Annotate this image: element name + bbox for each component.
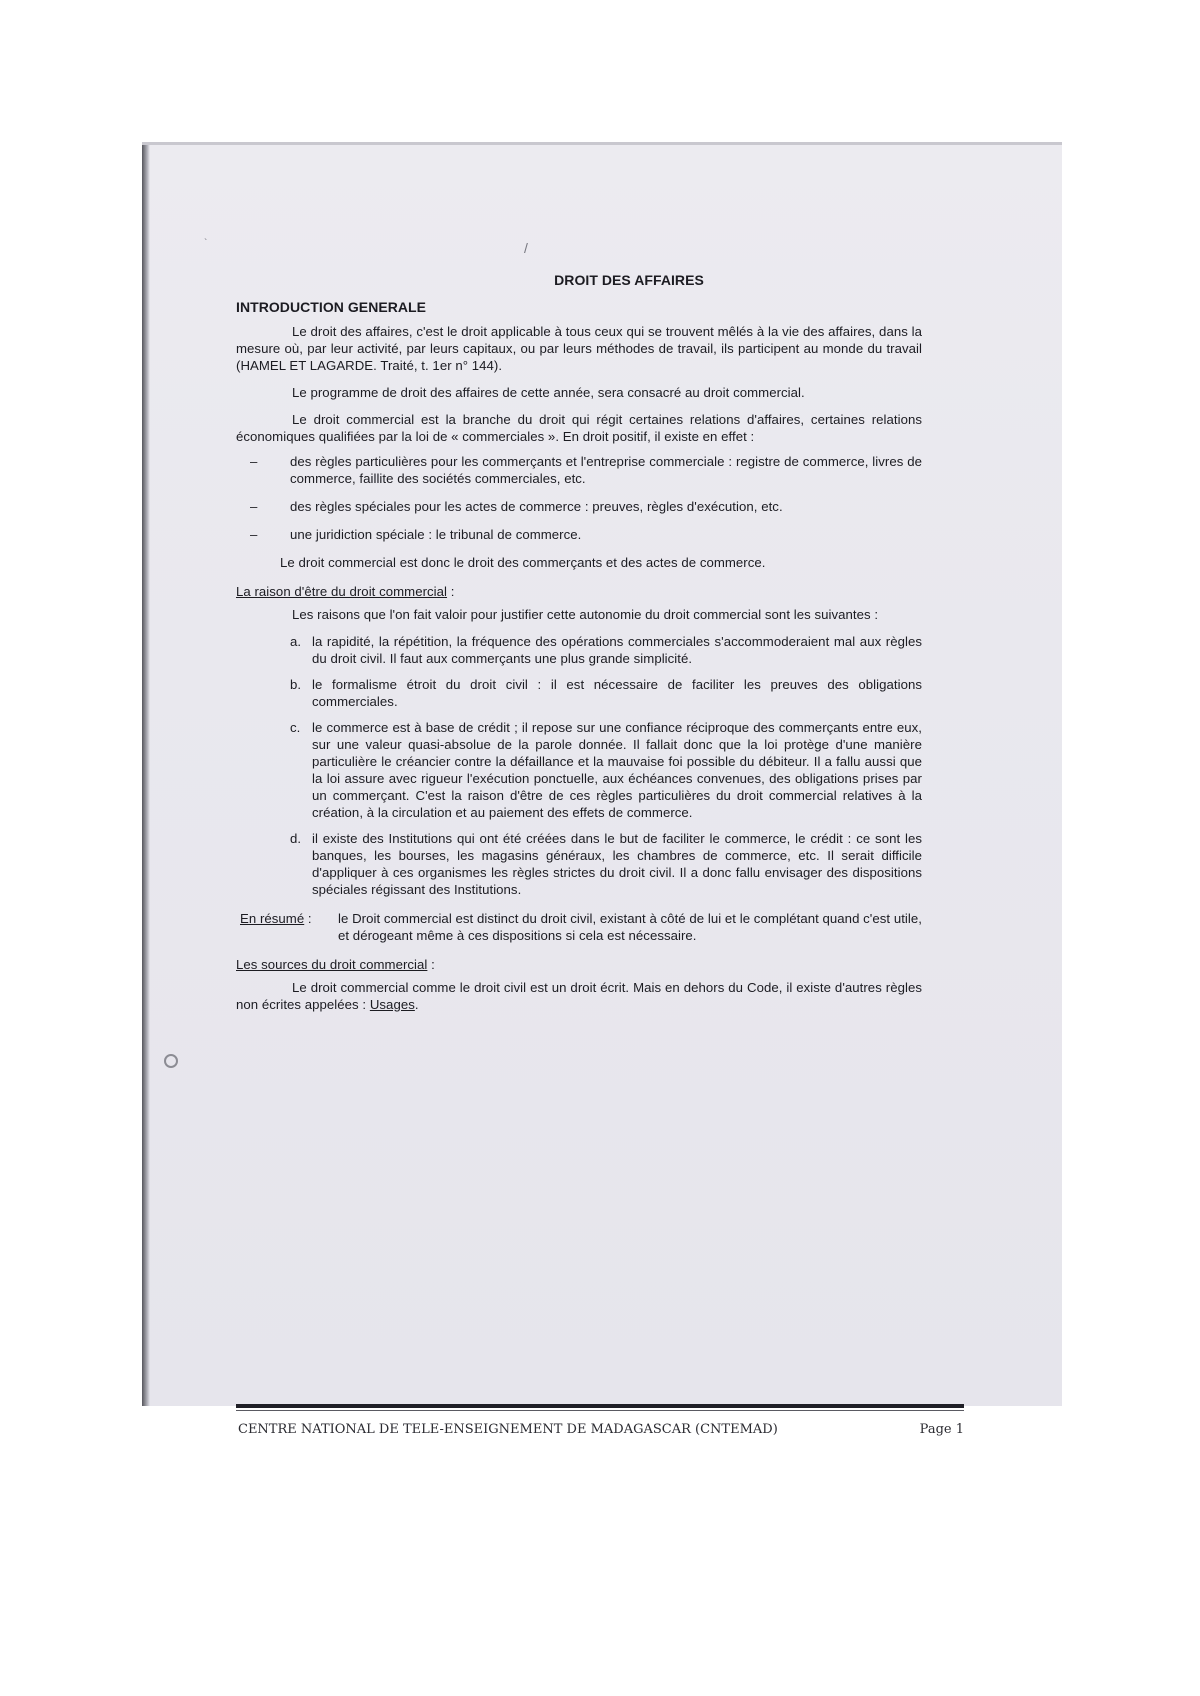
- list-item-text: la rapidité, la répétition, la fréquence des opérations commerciales s'accommoderaient mal aux règles du droit civil. Il faut aux commerçants une plus grande simplicité.: [312, 634, 922, 666]
- dash-bullet: –: [250, 527, 258, 542]
- sources-heading: Les sources du droit commercial: [236, 957, 428, 972]
- pen-mark: /: [524, 240, 528, 256]
- heading-colon: :: [447, 584, 455, 599]
- summary-label-wrap: [240, 910, 338, 944]
- list-item: [236, 453, 922, 487]
- intro-paragraph: Le droit commercial est la branche du droit qui régit certaines relations d'affaires, certaines relations économiques qualifiées par la loi de « commerciales ». En droit positif, il existe en effet :: [236, 412, 922, 444]
- raison-heading-line: [236, 583, 922, 606]
- intro-paragraph: Le droit des affaires, c'est le droit applicable à tous ceux qui se trouvent mêlés à la vie des affaires, dans la mesure où, par leur activité, par leurs capitaux, ou par leurs méthodes de travail, ils participent au monde du travail (HAMEL ET LAGARDE. Traité, t. 1er n° 144).: [236, 324, 922, 373]
- reasons-list: [290, 633, 922, 898]
- list-item: [290, 719, 922, 821]
- sources-text: [236, 979, 922, 1013]
- punch-hole: [164, 1054, 178, 1068]
- list-marker: b.: [290, 677, 302, 692]
- list-item: [290, 830, 922, 898]
- list-item-text: une juridiction spéciale : le tribunal de commerce.: [290, 527, 582, 542]
- list-marker: c.: [290, 720, 301, 735]
- list-marker: d.: [290, 831, 302, 846]
- speck-mark: `: [204, 238, 208, 249]
- summary-label: En résumé: [240, 911, 305, 926]
- document-body: [236, 272, 922, 1023]
- document-title: DROIT DES AFFAIRES: [554, 272, 704, 288]
- list-item-text: il existe des Institutions qui ont été créées dans le but de faciliter le commerce, le crédit : ce sont les banques, les bourses, les magasins généraux, les chambres de commerce, etc. Il serait difficile d'appliquer à ces organismes les règles strictes du droit civil. Il a donc fallu envisager des dispositions spéciales régissant des Institutions.: [312, 831, 922, 897]
- list-item-text: des règles particulières pour les commerçants et l'entreprise commerciale : registre de commerce, livres de commerce, faillite des sociétés commerciales, etc.: [290, 454, 922, 486]
- list-item: [236, 498, 922, 515]
- raison-heading: La raison d'être du droit commercial: [236, 584, 448, 599]
- intro-paragraph: Le programme de droit des affaires de cette année, sera consacré au droit commercial.: [292, 385, 805, 400]
- scan-edge-shadow: [142, 142, 150, 1406]
- list-item: [290, 633, 922, 667]
- sources-text-end: .: [414, 997, 419, 1012]
- conclusion-text: Le droit commercial est donc le droit des commerçants et des actes de commerce.: [280, 555, 766, 570]
- sources-text-main: Le droit commercial comme le droit civil est un droit écrit. Mais en dehors du Code, il existe d'autres règles non écrites appelées :: [236, 980, 922, 1012]
- dash-bullet: –: [250, 454, 258, 469]
- scanned-page: [142, 142, 1062, 1437]
- list-marker: a.: [290, 634, 302, 649]
- dash-bullet: –: [250, 499, 258, 514]
- list-item: [236, 526, 922, 543]
- list-item: [290, 676, 922, 710]
- page-number: Page 1: [919, 1422, 964, 1437]
- list-item-text: le commerce est à base de crédit ; il repose sur une confiance réciproque des commerçants entre eux, sur une valeur quasi-absolue de la parole donnée. Il fallait donc que la loi protège d'une manière particulière le créancier contre la défaillance et la mauvaise foi possible du débiteur. Il a fallu aussi que la loi assure avec rigueur l'exécution ponctuelle, aux échéances convenues, des obligations prises par un commerçant. C'est la raison d'être de ces règles particulières du droit commercial relatives à la création, à la circulation et au paiement des effets de commerce.: [312, 720, 922, 820]
- footer-institution: CENTRE NATIONAL DE TELE-ENSEIGNEMENT DE MADAGASCAR (CNTEMAD): [238, 1422, 778, 1437]
- dash-list: [236, 453, 922, 543]
- summary-colon: :: [304, 911, 312, 926]
- summary-block: [240, 910, 922, 944]
- raison-intro: Les raisons que l'on fait valoir pour justifier cette autonomie du droit commercial sont les suivantes :: [292, 607, 879, 622]
- sources-heading-line: [236, 956, 922, 979]
- scan-top-edge: [142, 142, 1062, 145]
- usages-term: Usages: [369, 997, 415, 1012]
- page-footer: [238, 1422, 964, 1437]
- footer-rule: [236, 1404, 964, 1408]
- list-item-text: le formalisme étroit du droit civil : il est nécessaire de faciliter les preuves des obligations commerciales.: [312, 677, 922, 709]
- summary-text: le Droit commercial est distinct du droit civil, existant à côté de lui et le complétant quand c'est utile, et dérogeant même à ces dispositions si cela est nécessaire.: [338, 911, 922, 943]
- section-title: INTRODUCTION GENERALE: [236, 299, 427, 315]
- heading-colon: :: [427, 957, 435, 972]
- footer-rule-thin: [236, 1410, 964, 1411]
- list-item-text: des règles spéciales pour les actes de commerce : preuves, règles d'exécution, etc.: [290, 499, 783, 514]
